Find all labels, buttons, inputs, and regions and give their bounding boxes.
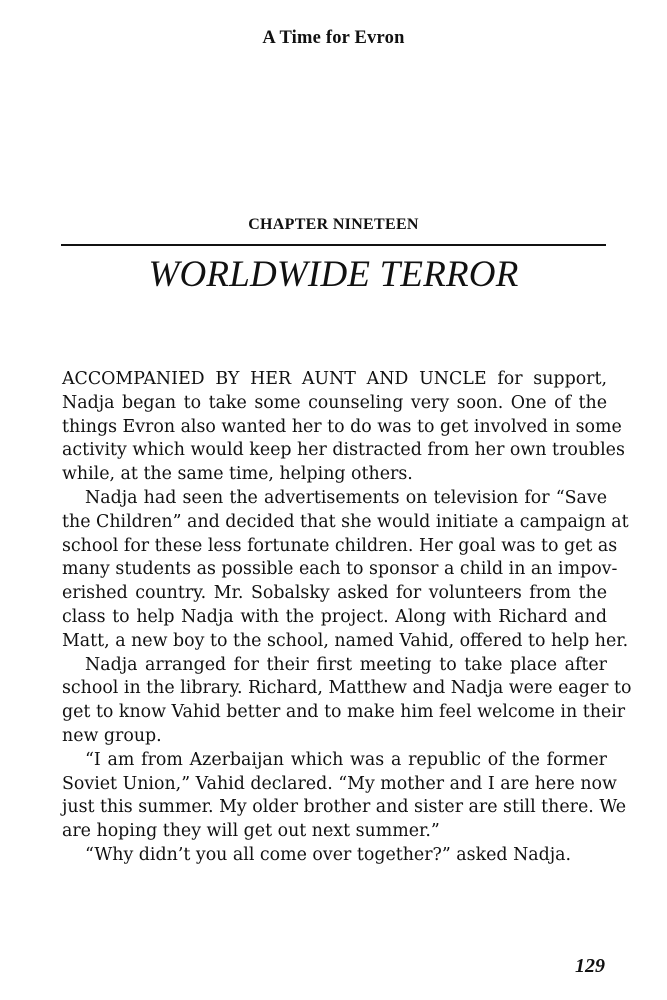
chapter-title: WORLDWIDE TERROR <box>148 254 519 295</box>
body-line: new group. <box>62 725 162 746</box>
body-line: class to help Nadja with the project. Along with Richard and <box>62 606 607 627</box>
body-line: the Children” and decided that she would initiate a campaign at <box>62 511 629 532</box>
body-line: just this summer. My older brother and sister are still there. We <box>62 797 627 818</box>
body-line: activity which would keep her distracted from her own troubles <box>62 440 625 461</box>
chapter-label: CHAPTER NINETEEN <box>248 216 419 233</box>
body-line: Nadja arranged for their first meeting to take place after <box>85 654 607 675</box>
chapter-body <box>62 368 632 868</box>
page-number: 129 <box>575 955 605 977</box>
chapter-rule <box>61 244 606 246</box>
body-line: ACCOMPANIED BY HER AUNT AND UNCLE for support, <box>62 369 607 389</box>
body-line: erished country. Mr. Sobalsky asked for volunteers from the <box>62 583 607 604</box>
body-line: while, at the same time, helping others. <box>62 464 413 485</box>
body-line: things Evron also wanted her to do was to get involved in some <box>62 416 622 437</box>
body-line: school for these less fortunate children. Her goal was to get as <box>62 535 618 556</box>
body-line: Nadja had seen the advertisements on television for “Save <box>85 487 607 508</box>
running-head: A Time for Evron <box>262 28 405 48</box>
body-line: many students as possible each to sponsor a child in an impov- <box>62 559 618 580</box>
body-line: school in the library. Richard, Matthew and Nadja were eager to <box>62 678 632 699</box>
body-line: get to know Vahid better and to make him feel welcome in their <box>62 702 626 723</box>
body-line: “I am from Azerbaijan which was a republic of the former <box>85 749 607 770</box>
body-line: Matt, a new boy to the school, named Vahid, offered to help her. <box>62 630 629 651</box>
body-line: Soviet Union,” Vahid declared. “My mother and I are here now <box>62 773 617 794</box>
body-line: “Why didn’t you all come over together?” asked Nadja. <box>85 844 572 865</box>
body-line: Nadja began to take some counseling very soon. One of the <box>62 392 607 413</box>
body-line: are hoping they will get out next summer.” <box>62 821 440 842</box>
